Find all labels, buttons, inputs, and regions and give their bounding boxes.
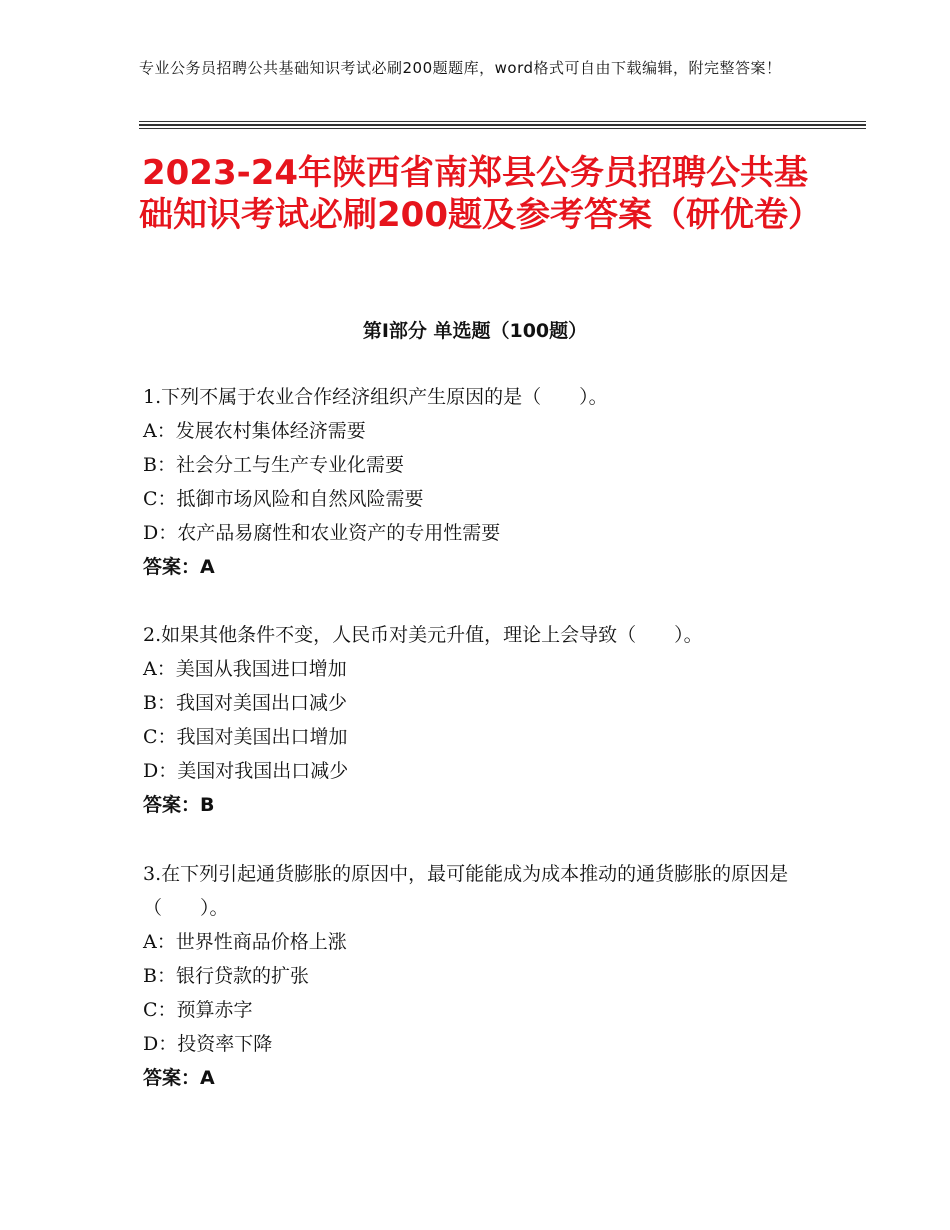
header-rule-middle (139, 124, 866, 126)
option-c: C：抵御市场风险和自然风险需要 (143, 488, 424, 510)
option-b: B：社会分工与生产专业化需要 (143, 454, 404, 476)
answer: 答案：A (143, 1067, 215, 1089)
option-d: D：美国对我国出口减少 (143, 760, 349, 782)
section-title: 第Ⅰ部分 单选题（100题） (362, 320, 588, 342)
document-title: 2023-24年陕西省南郑县公务员招聘公共基础知识考试必刷200题及参考答案（研优卷） (139, 153, 822, 235)
option-c: C：预算赤字 (143, 999, 253, 1021)
option-b: B：银行贷款的扩张 (143, 965, 309, 987)
header-rule-bottom (139, 128, 866, 129)
option-a: A：发展农村集体经济需要 (143, 420, 366, 442)
option-a: A：世界性商品价格上涨 (143, 931, 347, 953)
option-b: B：我国对美国出口减少 (143, 692, 347, 714)
question-3 (143, 857, 823, 1095)
header-note: 专业公务员招聘公共基础知识考试必刷200题题库，word格式可自由下载编辑，附完整答案！ (139, 59, 782, 77)
question-2 (143, 618, 823, 822)
option-c: C：我国对美国出口增加 (143, 726, 348, 748)
question-stem: 1.下列不属于农业合作经济组织产生原因的是（ ）。 (143, 386, 608, 408)
question-1 (143, 380, 823, 584)
option-d: D：投资率下降 (143, 1033, 273, 1055)
option-a: A：美国从我国进口增加 (143, 658, 347, 680)
option-d: D：农产品易腐性和农业资产的专用性需要 (143, 522, 501, 544)
header-rule-top (139, 121, 866, 122)
question-stem: 2.如果其他条件不变，人民币对美元升值，理论上会导致（ ）。 (143, 624, 703, 646)
question-stem: 3.在下列引起通货膨胀的原因中，最可能能成为成本推动的通货膨胀的原因是（ ）。 (143, 863, 789, 919)
answer: 答案：A (143, 556, 215, 578)
answer: 答案：B (143, 794, 215, 816)
